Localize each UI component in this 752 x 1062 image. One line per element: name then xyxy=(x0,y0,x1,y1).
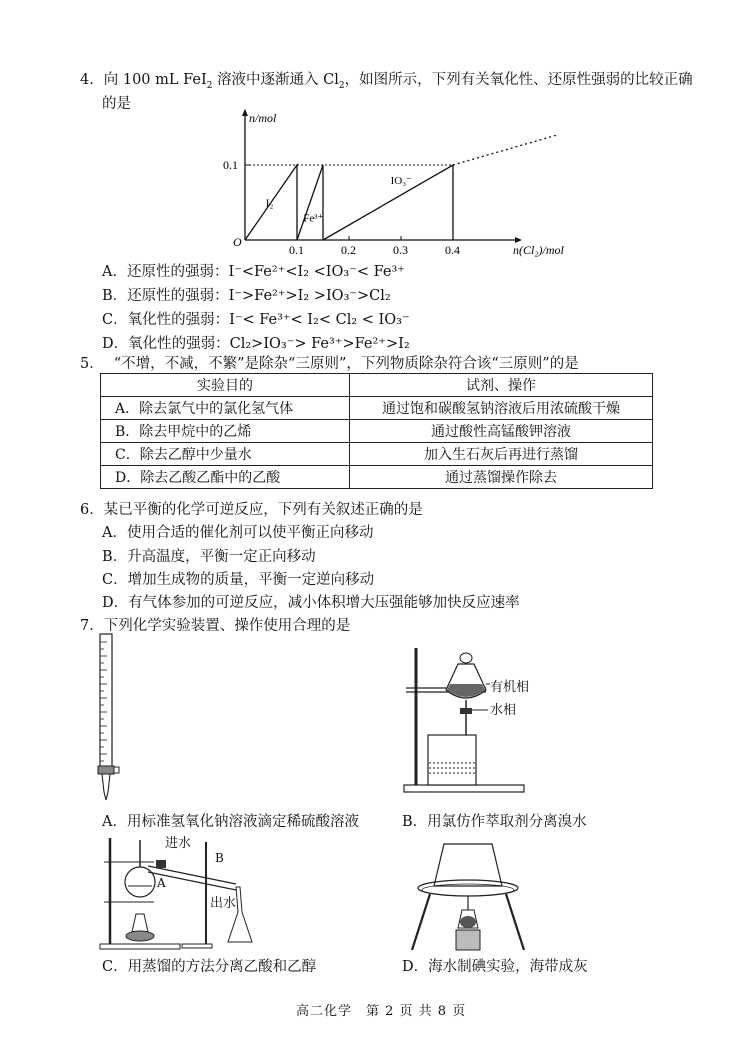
table-cell: C．除去乙醇中少量水 xyxy=(101,443,350,466)
q7-caption-b[interactable]: B．用氯仿作萃取剂分离溴水 xyxy=(402,814,587,830)
x-tick-label: 0.2 xyxy=(341,243,356,257)
q5-table xyxy=(100,373,653,489)
q7-caption-c[interactable]: C．用蒸馏的方法分离乙酸和乙醇 xyxy=(102,959,317,975)
q6-option-d[interactable]: D．有气体参加的可逆反应，减小体积增大压强能够加快反应速率 xyxy=(102,595,520,611)
series-label: IO₃⁻ xyxy=(390,174,412,187)
table-header-reagent: 试剂、操作 xyxy=(350,374,653,397)
page-footer: 高二化学 第 2 页 共 8 页 xyxy=(296,1004,467,1019)
x-tick-label: 0.4 xyxy=(445,243,460,257)
table-cell: B．除去甲烷中的乙烯 xyxy=(101,420,350,443)
q7-stem: 7．下列化学实验装置、操作使用合理的是 xyxy=(80,618,351,634)
label-organic-phase: 有机相 xyxy=(490,680,530,695)
y-axis-arrow xyxy=(242,109,248,116)
table-row[interactable] xyxy=(101,397,653,420)
q6-option-b[interactable]: B．升高温度，平衡一定正向移动 xyxy=(102,549,316,565)
q4-option-d[interactable]: D．氧化性的强弱：Cl₂>IO₃⁻> Fe³⁺>Fe²⁺>I₂ xyxy=(102,336,410,352)
table-cell: 通过酸性高锰酸钾溶液 xyxy=(350,420,653,443)
q7-caption-a[interactable]: A．用标准氢氧化钠溶液滴定稀硫酸溶液 xyxy=(102,814,359,830)
table-header-row xyxy=(101,374,653,397)
label-in-water: 进水 xyxy=(165,836,192,851)
y-tick-label: 0.1 xyxy=(223,158,238,172)
q6-stem: 6．某已平衡的化学可逆反应，下列有关叙述正确的是 xyxy=(80,502,423,518)
table-cell: A．除去氯气中的氯化氢气体 xyxy=(101,397,350,420)
label-a: A xyxy=(157,876,166,890)
series-label: I₂ xyxy=(265,197,274,210)
y-axis-label: n/mol xyxy=(249,111,277,125)
table-row[interactable] xyxy=(101,443,653,466)
table-header-purpose: 实验目的 xyxy=(101,374,350,397)
series-line xyxy=(453,135,557,165)
label-out-water: 出水 xyxy=(210,896,237,911)
q6-option-c[interactable]: C．增加生成物的质量，平衡一定逆向移动 xyxy=(102,572,375,588)
x-tick-label: 0.3 xyxy=(393,243,408,257)
series-line xyxy=(323,165,453,240)
table-cell: D．除去乙酸乙酯中的乙酸 xyxy=(101,466,350,489)
crucible-figure xyxy=(408,838,528,956)
q4-option-a[interactable]: A．还原性的强弱：I⁻<Fe²⁺<I₂ <IO₃⁻< Fe³⁺ xyxy=(102,264,405,280)
q4-chart xyxy=(223,108,564,258)
q5-number: 5． xyxy=(80,356,104,372)
series-line xyxy=(297,165,323,240)
q4-number: 4． xyxy=(80,72,104,88)
table-row[interactable] xyxy=(101,466,653,489)
x-axis-label: n(Cl₂)/mol xyxy=(513,243,564,257)
table-cell: 通过蒸馏操作除去 xyxy=(350,466,653,489)
q4-stem-line2: 的是 xyxy=(102,96,131,112)
table-cell: 通过饱和碳酸氢钠溶液后用浓硫酸干燥 xyxy=(350,397,653,420)
separatory-funnel-figure xyxy=(398,640,548,810)
origin-label: O xyxy=(233,235,242,249)
q4-option-c[interactable]: C．氧化性的强弱：I⁻< Fe³⁺< I₂< Cl₂ < IO₃⁻ xyxy=(102,312,410,328)
q7-caption-d[interactable]: D．海水制碘实验，海带成灰 xyxy=(402,959,588,975)
q4-stem: 4．向 100 mL FeI$_2$ 溶液中逐渐通入 $Cl_2$，如图所示，下列有关氧化性、还原性强弱的比较正确 xyxy=(80,72,693,91)
table-cell: 加入生石灰后再进行蒸馏 xyxy=(350,443,653,466)
q5-stem: 5． “不增，不减，不繁”是除杂“三原则”，下列物质除杂符合该“三原则”的是 xyxy=(80,356,579,372)
q4-option-b[interactable]: B．还原性的强弱：I⁻>Fe²⁺>I₂ >IO₃⁻>Cl₂ xyxy=(102,288,391,304)
label-b: B xyxy=(215,851,224,865)
series-label: Fe³⁺ xyxy=(303,212,324,225)
q6-option-a[interactable]: A．使用合适的催化剂可以使平衡正向移动 xyxy=(102,525,374,541)
burette-figure xyxy=(88,632,128,807)
x-tick-label: 0.1 xyxy=(289,243,304,257)
label-water-phase: 水相 xyxy=(490,703,517,718)
table-row[interactable] xyxy=(101,420,653,443)
